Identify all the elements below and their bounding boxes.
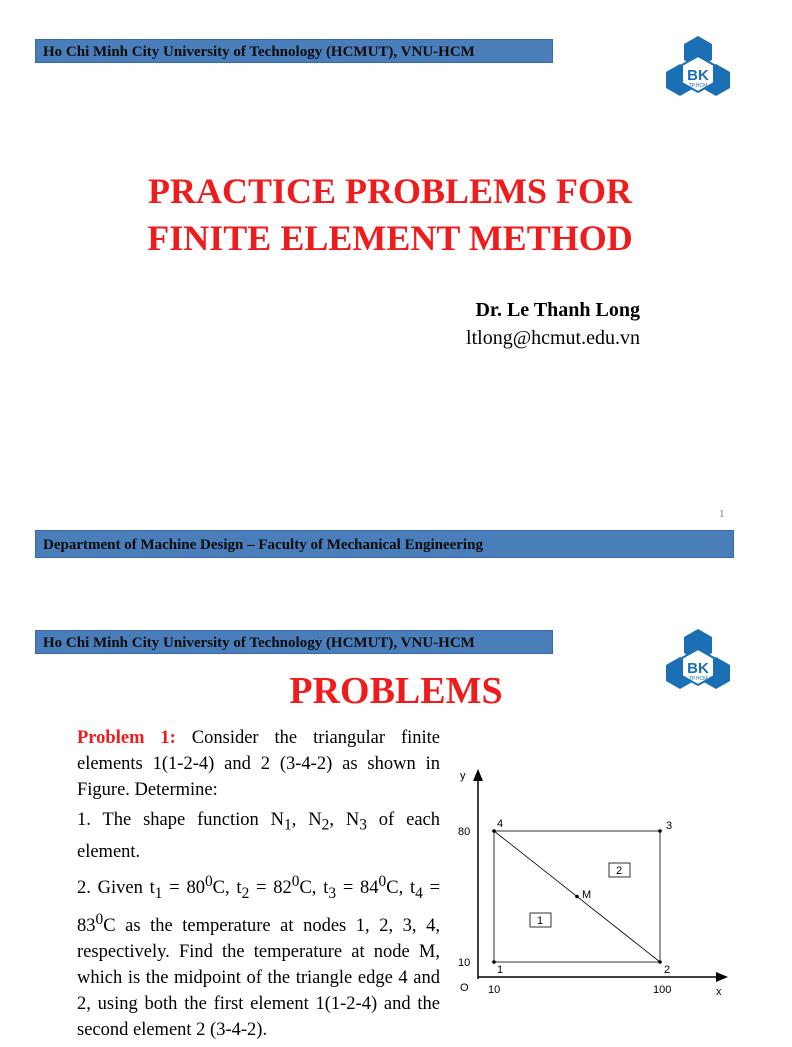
problem-item-2 — [77, 869, 440, 1043]
logo-text: BK — [687, 660, 709, 677]
slide-problems — [0, 587, 768, 1040]
node-1-label: 1 — [497, 964, 504, 976]
item-1-sep: , N — [329, 810, 360, 830]
tick-y-10: 10 — [458, 957, 471, 969]
author-email: ltlong@hcmut.edu.vn — [466, 327, 640, 349]
x-axis-label: x — [716, 986, 722, 998]
item-1-text: 1. The shape function N — [77, 810, 285, 830]
x-axis-arrow — [716, 972, 728, 982]
problem-item-1 — [77, 807, 440, 865]
point-m-label: M — [582, 889, 592, 901]
item-2-part: C, t — [386, 877, 416, 898]
tick-y-80: 80 — [458, 826, 471, 838]
slide-title-text — [0, 168, 780, 262]
logo-text: BK — [687, 67, 709, 84]
node-3-point — [658, 829, 662, 833]
item-2-sup: 0 — [204, 872, 213, 890]
item-2-part: 2. Given t — [77, 877, 155, 898]
item-2-part: C, t — [299, 877, 329, 898]
item-2-part: = 80 — [162, 877, 205, 898]
item-1-tail: of each element. — [77, 810, 440, 862]
element-mesh-figure — [450, 757, 740, 997]
logo-subtext: TP.HCM — [688, 83, 708, 89]
problems-title: PROBLEMS — [289, 670, 503, 712]
y-axis-arrow — [473, 769, 483, 781]
node-4-point — [492, 829, 496, 833]
item-2-sup: 0 — [95, 910, 104, 928]
item-2-part: C as the temperature at nodes 1, 2, 3, 4, respectively. Find the temperature at node M, which is the midpoint of the triangle edge 4 and 2, using both the first element 1(1-2-4) and the second element 2 (3-4-2). — [77, 915, 440, 1040]
node-3-label: 3 — [666, 820, 673, 832]
item-2-sub: 4 — [415, 884, 423, 902]
title-line-2: FINITE ELEMENT METHOD — [147, 218, 633, 258]
title-line-1: PRACTICE PROBLEMS FOR — [147, 171, 633, 211]
item-2-part: C, t — [212, 877, 242, 898]
item-2-sub: 3 — [328, 884, 337, 902]
author-name: Dr. Le Thanh Long — [475, 299, 640, 321]
node-2-label: 2 — [664, 964, 671, 976]
item-2-part: = 84 — [336, 877, 379, 898]
node-2-point — [658, 960, 662, 964]
item-2-sub: 1 — [154, 884, 163, 902]
university-header: Ho Chi Minh City University of Technology (HCMUT), VNU-HCM — [35, 39, 553, 63]
item-2-part: = 83 — [77, 877, 441, 936]
problem-intro — [77, 725, 440, 803]
university-header: Ho Chi Minh City University of Technology (HCMUT), VNU-HCM — [35, 630, 553, 654]
author-block — [466, 296, 640, 352]
tick-x-10: 10 — [488, 984, 501, 996]
tick-x-100: 100 — [653, 984, 672, 996]
element-1-label: 1 — [537, 915, 544, 927]
y-axis-label: y — [460, 770, 466, 782]
item-2-part: = 82 — [249, 877, 292, 898]
item-1-sep: , N — [291, 810, 322, 830]
point-m — [575, 895, 579, 899]
node-1-point — [492, 960, 496, 964]
item-1-sub: 3 — [359, 816, 367, 834]
problem-1-text — [77, 725, 440, 1047]
problem-intro-text: Consider the triangular finite elements 1(1-2-4) and 2 (3-4-2) as shown in Figure. Determine: — [77, 728, 441, 800]
element-2-label: 2 — [616, 865, 623, 877]
bk-logo — [662, 34, 734, 106]
item-2-sup: 0 — [291, 872, 300, 890]
page-number: 1 — [719, 508, 725, 520]
department-footer: Department of Machine Design – Faculty of Mechanical Engineering — [35, 530, 734, 558]
item-1-sub: 2 — [321, 816, 330, 834]
item-2-sub: 2 — [241, 884, 250, 902]
slide-gap — [0, 575, 768, 587]
logo-subtext: TP.HCM — [688, 676, 708, 682]
problem-label: Problem 1: — [77, 728, 176, 748]
origin-label: O — [460, 982, 469, 994]
node-4-label: 4 — [497, 818, 504, 830]
item-2-sup: 0 — [378, 872, 387, 890]
item-1-sub: 1 — [284, 816, 292, 834]
